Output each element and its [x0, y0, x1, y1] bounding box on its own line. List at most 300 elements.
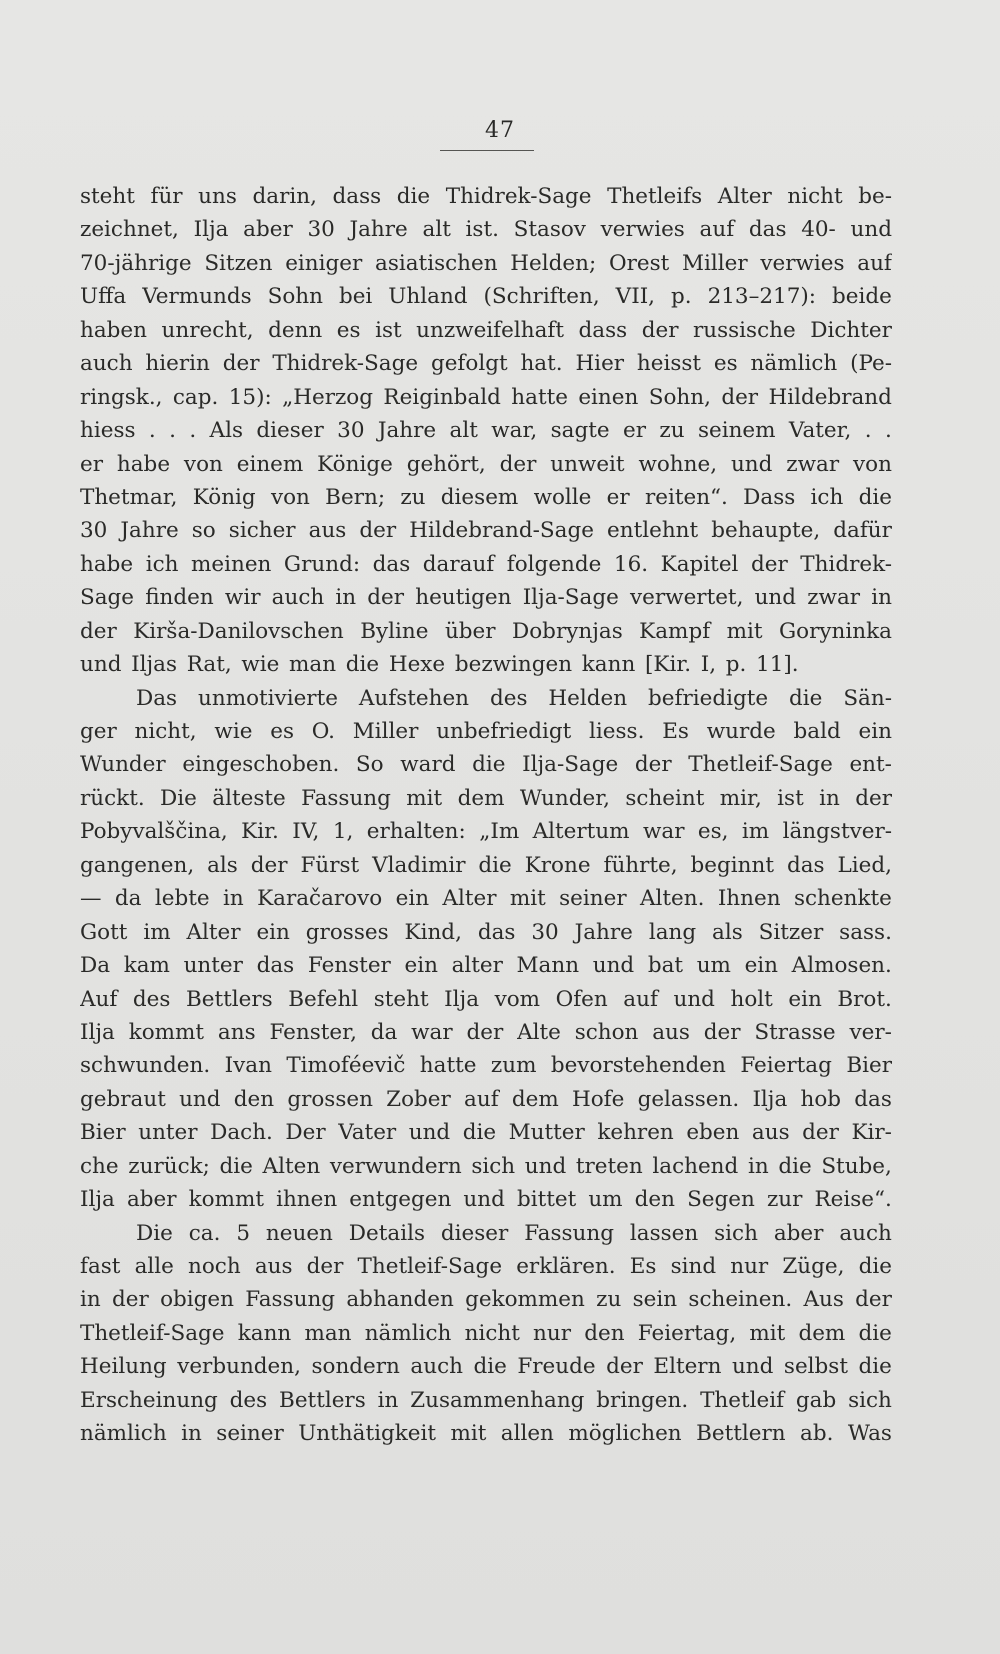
word: kann — [581, 652, 636, 678]
word: bald — [793, 719, 841, 744]
word: Reise“. — [814, 1187, 892, 1213]
word: Hildebrand — [768, 384, 892, 410]
word: darin, — [252, 184, 317, 209]
word: [Kir. — [645, 652, 692, 678]
text-line — [80, 782, 892, 815]
word: Dach. — [210, 1120, 273, 1146]
word: man — [304, 1320, 352, 1346]
word: Vermunds — [142, 284, 252, 310]
word: erhalten: — [366, 819, 466, 845]
word: zeichnet, — [80, 217, 179, 243]
word: Uffa — [80, 284, 127, 310]
word: . — [189, 418, 197, 444]
word: war — [642, 819, 685, 845]
word: O. — [311, 719, 335, 744]
word: Ilja — [80, 1019, 115, 1045]
word: von — [183, 451, 223, 477]
word: Orest — [608, 250, 670, 276]
word: sich — [714, 1220, 758, 1246]
word: mit — [726, 618, 763, 644]
word: Sage — [80, 585, 135, 611]
word: man — [289, 652, 337, 678]
word: nicht — [464, 1320, 520, 1346]
word: hatte — [419, 1053, 477, 1079]
word: ab. — [800, 1421, 834, 1447]
word: er — [80, 451, 104, 477]
word: lang — [648, 919, 697, 945]
word: . — [884, 418, 892, 444]
word: 1, — [332, 819, 354, 845]
word: im — [741, 819, 770, 845]
word: habe — [80, 551, 134, 577]
word: nämlich — [364, 1320, 452, 1346]
word: Jahre — [574, 919, 633, 945]
word: bezwingen — [454, 652, 573, 678]
word: Alter — [717, 184, 772, 209]
word: ist — [375, 317, 402, 343]
word: lassen — [629, 1220, 699, 1246]
word: kehren — [597, 1120, 674, 1146]
word: älteste — [212, 785, 286, 811]
word: alt — [449, 418, 478, 444]
word: Byline — [360, 618, 429, 644]
word: Eltern — [653, 1354, 722, 1380]
word: . — [169, 418, 176, 444]
text-line — [80, 916, 892, 949]
word: der — [855, 785, 892, 811]
word: und — [179, 1086, 221, 1112]
word: 15): — [228, 384, 272, 410]
word: bevorstehenden — [550, 1053, 726, 1079]
word: eben — [686, 1120, 740, 1146]
text-line — [80, 648, 892, 681]
word: ihnen — [276, 1187, 338, 1213]
word: den — [233, 1086, 275, 1112]
word: mir, — [719, 785, 762, 811]
word: 213–217): — [707, 284, 817, 310]
word: neuen — [265, 1220, 333, 1246]
text-line — [80, 581, 892, 614]
word: Die — [160, 785, 197, 811]
word: der — [222, 351, 260, 377]
word: Segen — [687, 1187, 755, 1213]
word: Auf — [80, 986, 118, 1012]
word: Alte — [517, 1019, 561, 1045]
word: Thidrek-Sage — [445, 184, 592, 209]
word: 30 — [531, 919, 559, 945]
word: alter — [451, 953, 503, 979]
word: Thetleif-Sage — [357, 1254, 503, 1279]
word: zu — [659, 418, 685, 444]
word: die — [858, 1320, 892, 1346]
word: und — [592, 953, 635, 979]
word: Kirša-Danilovschen — [133, 618, 344, 644]
word: habe — [116, 451, 171, 477]
text-line — [80, 381, 892, 414]
word: aus — [751, 1120, 790, 1146]
word: mit — [749, 1320, 786, 1346]
word: Ilja — [80, 1187, 115, 1213]
word: Dichter — [810, 317, 892, 343]
word: verwies — [600, 217, 685, 243]
word: Sän- — [843, 685, 892, 711]
word: gefolgt — [430, 351, 508, 377]
word: Könige — [317, 451, 393, 477]
word: der — [306, 1254, 344, 1279]
word: Hexe — [388, 652, 446, 678]
word: von — [270, 484, 310, 510]
word: Stube, — [821, 1153, 892, 1179]
word: selbst — [783, 1354, 848, 1380]
word: ger — [80, 719, 117, 744]
word: ein — [404, 953, 438, 979]
word: — — [80, 886, 102, 912]
word: um — [696, 953, 731, 979]
word: es — [336, 317, 361, 343]
word: Zober — [386, 1086, 451, 1112]
text-line — [80, 615, 892, 648]
word: in — [335, 585, 357, 611]
word: in — [747, 1153, 769, 1179]
word: die — [858, 1254, 892, 1279]
text-line — [80, 1083, 892, 1116]
word: Zusammenhang — [410, 1387, 585, 1413]
word: Bern; — [325, 484, 386, 510]
word: wohne, — [638, 451, 718, 477]
word: der — [703, 1019, 741, 1045]
word: diesem — [440, 484, 519, 510]
word: des — [132, 986, 171, 1012]
word: gab — [795, 1387, 837, 1413]
word: Fassung — [524, 1220, 615, 1246]
word: sicher — [228, 518, 296, 544]
word: als — [207, 852, 238, 878]
word: sind — [670, 1254, 717, 1279]
text-line — [80, 514, 892, 547]
word: sondern — [311, 1354, 400, 1380]
word: Jahre — [349, 217, 408, 243]
word: aus — [652, 1019, 690, 1045]
word: und — [408, 1120, 451, 1146]
text-line — [80, 247, 892, 280]
word: Karačarovo — [257, 886, 383, 912]
word: der — [112, 1287, 149, 1313]
word: Thetleifs — [607, 184, 703, 209]
word: den — [634, 1187, 675, 1213]
word: Pobyvalščina, — [80, 819, 228, 845]
word: verwundern — [329, 1153, 462, 1179]
word: Heilung — [80, 1354, 167, 1380]
word: che — [80, 1153, 119, 1179]
word: der — [634, 752, 672, 778]
word: nur — [730, 1254, 769, 1279]
word: der — [606, 1354, 643, 1380]
word: in — [871, 585, 892, 611]
word: des — [489, 685, 528, 711]
word: verbunden, — [177, 1354, 301, 1380]
word: längstver- — [782, 819, 892, 845]
word: für — [150, 184, 183, 209]
word: so — [191, 518, 216, 544]
word: Vater, — [788, 418, 852, 444]
word: ein — [858, 719, 892, 744]
word: Dobrynjas — [512, 618, 623, 644]
word: mit — [509, 886, 546, 912]
word: Hildebrand-Sage — [409, 518, 594, 544]
text-line — [80, 882, 892, 915]
word: das — [854, 1086, 892, 1112]
word: und — [80, 652, 122, 678]
word: Fassung — [301, 785, 391, 811]
word: Kir. — [241, 819, 279, 845]
word: Thetleif-Sage — [688, 752, 833, 778]
word: treten — [575, 1153, 643, 1179]
word: Alten — [262, 1153, 321, 1179]
word: zwar — [786, 451, 840, 477]
word: Thetleif — [700, 1387, 785, 1413]
word: ans — [217, 1019, 256, 1045]
word: der — [250, 852, 288, 878]
word: Details — [348, 1220, 426, 1246]
word: Ilja — [752, 1086, 788, 1112]
text-line — [80, 414, 892, 447]
word: aber — [243, 217, 293, 243]
word: (Pe- — [850, 351, 892, 377]
word: der — [359, 518, 397, 544]
word: gangenen, — [80, 852, 195, 878]
word: Ilja — [444, 986, 480, 1012]
word: (Schriften, — [483, 284, 600, 310]
word: eingeschoben. — [182, 752, 340, 778]
word: gehört, — [406, 451, 486, 477]
word: der — [367, 585, 405, 611]
word: schon — [574, 1019, 639, 1045]
text-line — [80, 1384, 892, 1417]
word: Kind, — [404, 919, 462, 945]
word: Alter — [186, 919, 241, 945]
word: Grund: — [283, 551, 361, 577]
word: auf — [464, 1086, 499, 1112]
word: ward — [400, 752, 456, 778]
word: es — [270, 719, 294, 744]
word: obigen — [160, 1287, 234, 1313]
word: auf — [699, 217, 735, 243]
word: die — [789, 685, 823, 711]
word: unrecht, — [161, 317, 254, 343]
word: es, — [697, 819, 729, 845]
word: hierin — [145, 351, 210, 377]
word: zwar — [807, 585, 861, 611]
word: Altertum — [532, 819, 630, 845]
word: in — [377, 1387, 399, 1413]
word: Kapitel — [660, 551, 739, 577]
word: Reiginbald — [383, 384, 501, 410]
word: 16. — [613, 551, 649, 577]
word: auch — [410, 1354, 463, 1380]
word: Hier — [575, 351, 625, 377]
word: die — [472, 752, 506, 778]
word: IV, — [292, 819, 320, 845]
word: ein — [788, 986, 822, 1012]
word: die — [345, 652, 380, 678]
word: die — [396, 184, 431, 209]
word: der — [466, 1019, 504, 1045]
word: die — [858, 484, 892, 510]
text-line — [80, 983, 892, 1016]
word: „Im — [479, 819, 520, 845]
word: . — [864, 418, 872, 444]
word: entlehnt — [607, 518, 699, 544]
word: steht — [80, 184, 135, 209]
word: abhanden — [346, 1287, 454, 1313]
word: Das — [136, 685, 178, 711]
word: unzweifelhaft — [416, 317, 565, 343]
word: sein — [632, 1287, 678, 1313]
word: von — [852, 451, 892, 477]
word: gekommen — [465, 1287, 585, 1313]
word: Mann — [516, 953, 580, 979]
word: ich — [810, 484, 844, 510]
word: nicht — [787, 184, 843, 209]
text-line — [80, 548, 892, 581]
word: denn — [268, 317, 323, 343]
word: cap. — [172, 384, 219, 410]
word: sagte — [550, 418, 610, 444]
word: Fürst — [300, 852, 360, 878]
word: König — [192, 484, 256, 510]
word: asiatischen — [375, 250, 498, 276]
word: Kir- — [851, 1120, 892, 1146]
word: Bettlers — [185, 986, 273, 1012]
text-line — [80, 1016, 892, 1049]
word: reiten“. — [644, 484, 728, 510]
word: „Herzog — [282, 384, 374, 410]
word: mit — [406, 785, 443, 811]
word: kommt — [188, 1187, 264, 1213]
page-number-rule — [440, 150, 534, 151]
word: beginnt — [690, 852, 775, 878]
word: die — [219, 1153, 253, 1179]
word: das — [477, 919, 516, 945]
word: . — [148, 418, 156, 444]
text-line — [80, 180, 892, 213]
word: Sitzer — [758, 919, 824, 945]
word: rückt. — [80, 785, 145, 811]
word: erklären. — [516, 1254, 616, 1279]
word: aber — [126, 1187, 177, 1213]
word: einiger — [285, 250, 363, 276]
word: p. — [725, 652, 747, 678]
word: Strasse — [754, 1019, 836, 1045]
word: Freude — [517, 1354, 596, 1380]
word: Erscheinung — [80, 1387, 218, 1413]
word: wie — [241, 652, 280, 678]
word: aber — [773, 1220, 824, 1246]
word: Es — [662, 719, 689, 744]
text-line — [80, 1183, 892, 1216]
word: der — [80, 618, 117, 644]
word: einen — [578, 384, 639, 410]
word: hatte — [511, 384, 568, 410]
word: die — [858, 1354, 892, 1380]
word: die — [778, 1153, 812, 1179]
text-line — [80, 715, 892, 748]
text-line — [80, 1417, 892, 1450]
word: kommt — [128, 1019, 205, 1045]
word: Züge, — [782, 1254, 845, 1279]
word: ist. — [465, 217, 499, 243]
word: auch — [271, 585, 325, 611]
word: der — [499, 451, 537, 477]
word: dem — [457, 785, 505, 811]
word: Lied, — [837, 852, 892, 878]
word: zu — [400, 484, 426, 510]
word: ein — [256, 919, 290, 945]
word: Es — [629, 1254, 657, 1279]
word: folgende — [506, 551, 602, 577]
word: Mutter — [508, 1120, 585, 1146]
word: Timoféevič — [286, 1053, 406, 1079]
word: Kampf — [639, 618, 711, 644]
word: Die — [136, 1220, 173, 1246]
word: Da — [80, 953, 111, 979]
word: p. — [671, 284, 692, 310]
word: Alten. — [639, 886, 705, 912]
word: verwies — [760, 250, 845, 276]
word: hob — [800, 1086, 842, 1112]
word: Brot. — [837, 986, 892, 1012]
word: sass. — [839, 919, 892, 945]
word: Fenster, — [269, 1019, 357, 1045]
word: ent- — [849, 752, 892, 778]
word: Bier — [80, 1120, 126, 1146]
word: ein — [744, 953, 779, 979]
word: wir — [224, 585, 261, 611]
text-line — [80, 280, 892, 313]
word: lachend — [652, 1153, 739, 1179]
word: behaupte, — [711, 518, 821, 544]
word: lebte — [154, 886, 210, 912]
word: dieser — [440, 1220, 509, 1246]
word: vom — [494, 986, 541, 1012]
text-line — [80, 481, 892, 514]
word: Dass — [743, 484, 796, 510]
word: Helden — [548, 685, 628, 711]
word: und — [524, 1153, 567, 1179]
word: scheinen. — [688, 1287, 793, 1313]
word: Sitzen — [204, 250, 273, 276]
word: beide — [832, 284, 892, 310]
word: Almosen. — [791, 953, 892, 979]
word: ich — [145, 551, 179, 577]
word: Jahre — [120, 518, 179, 544]
word: Miller — [352, 719, 419, 744]
word: bittet — [516, 1187, 577, 1213]
word: Aus — [803, 1287, 844, 1313]
word: gebraut — [80, 1086, 166, 1112]
word: seinem — [697, 418, 776, 444]
text-line — [80, 1250, 892, 1283]
word: er — [622, 418, 646, 444]
word: seiner — [559, 886, 627, 912]
word: 70-jährige — [80, 250, 192, 276]
word: das — [372, 551, 411, 577]
word: zum — [490, 1053, 537, 1079]
word: seiner — [216, 1421, 284, 1447]
word: des — [229, 1387, 268, 1413]
word: verwertet, — [630, 585, 744, 611]
word: unmotivierte — [198, 685, 338, 711]
